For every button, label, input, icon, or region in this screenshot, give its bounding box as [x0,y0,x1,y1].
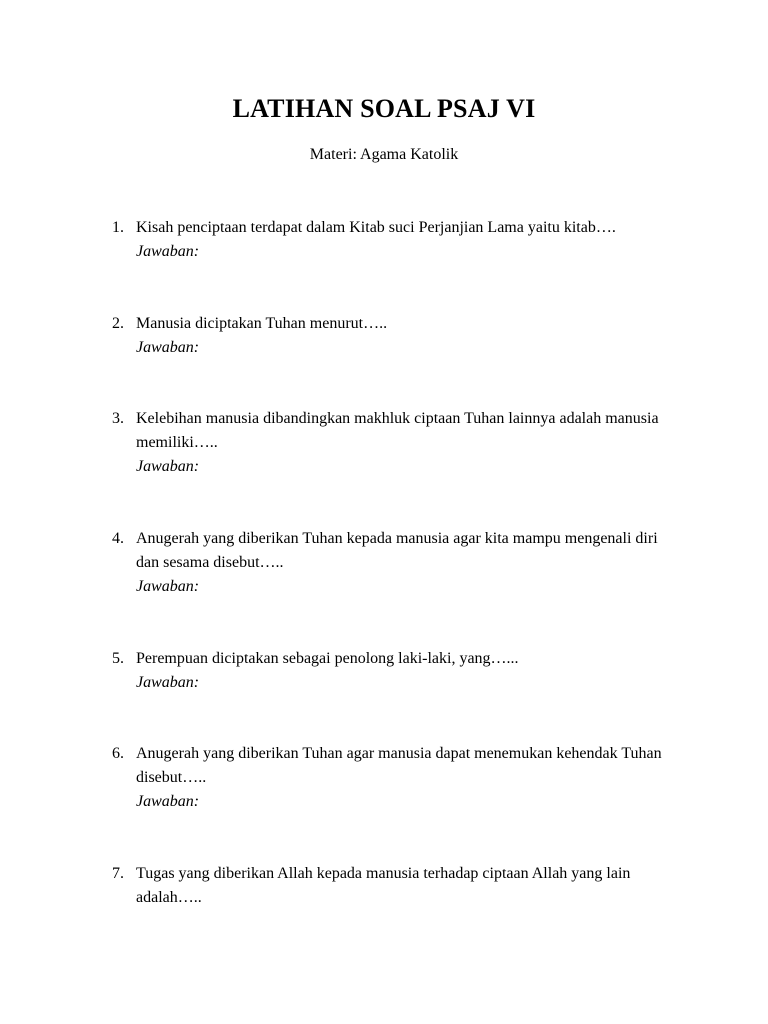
question-5 [112,647,672,695]
question-number: 7. [112,865,124,882]
question-number: 4. [112,530,124,547]
question-text: Anugerah yang diberikan Tuhan kepada manusia agar kita mampu mengenali diri dan sesama disebut….. [136,530,658,571]
question-1 [112,216,672,264]
question-text: Perempuan diciptakan sebagai penolong laki-laki, yang…... [136,650,519,667]
question-number: 1. [112,219,124,236]
question-2 [112,312,672,360]
question-number: 5. [112,650,124,667]
answer-label: Jawaban: [136,578,200,595]
question-number: 3. [112,410,124,427]
question-6 [112,742,672,814]
document-title: LATIHAN SOAL PSAJ VI [232,94,536,123]
question-number: 6. [112,745,124,762]
document-subtitle: Materi: Agama Katolik [309,146,459,163]
answer-label: Jawaban: [136,674,200,691]
question-text: Kelebihan manusia dibandingkan makhluk ciptaan Tuhan lainnya adalah manusia memiliki….. [136,410,659,451]
question-text: Tugas yang diberikan Allah kepada manusia terhadap ciptaan Allah yang lain adalah….. [136,865,631,906]
question-7 [112,862,672,910]
question-text: Manusia diciptakan Tuhan menurut….. [136,315,388,332]
question-4 [112,527,672,599]
answer-label: Jawaban: [136,339,200,356]
question-number: 2. [112,315,124,332]
question-3 [112,407,672,479]
question-text: Kisah penciptaan terdapat dalam Kitab suci Perjanjian Lama yaitu kitab…. [136,219,616,236]
answer-label: Jawaban: [136,243,200,260]
question-text: Anugerah yang diberikan Tuhan agar manusia dapat menemukan kehendak Tuhan disebut….. [136,745,662,786]
answer-label: Jawaban: [136,793,200,810]
answer-label: Jawaban: [136,458,200,475]
